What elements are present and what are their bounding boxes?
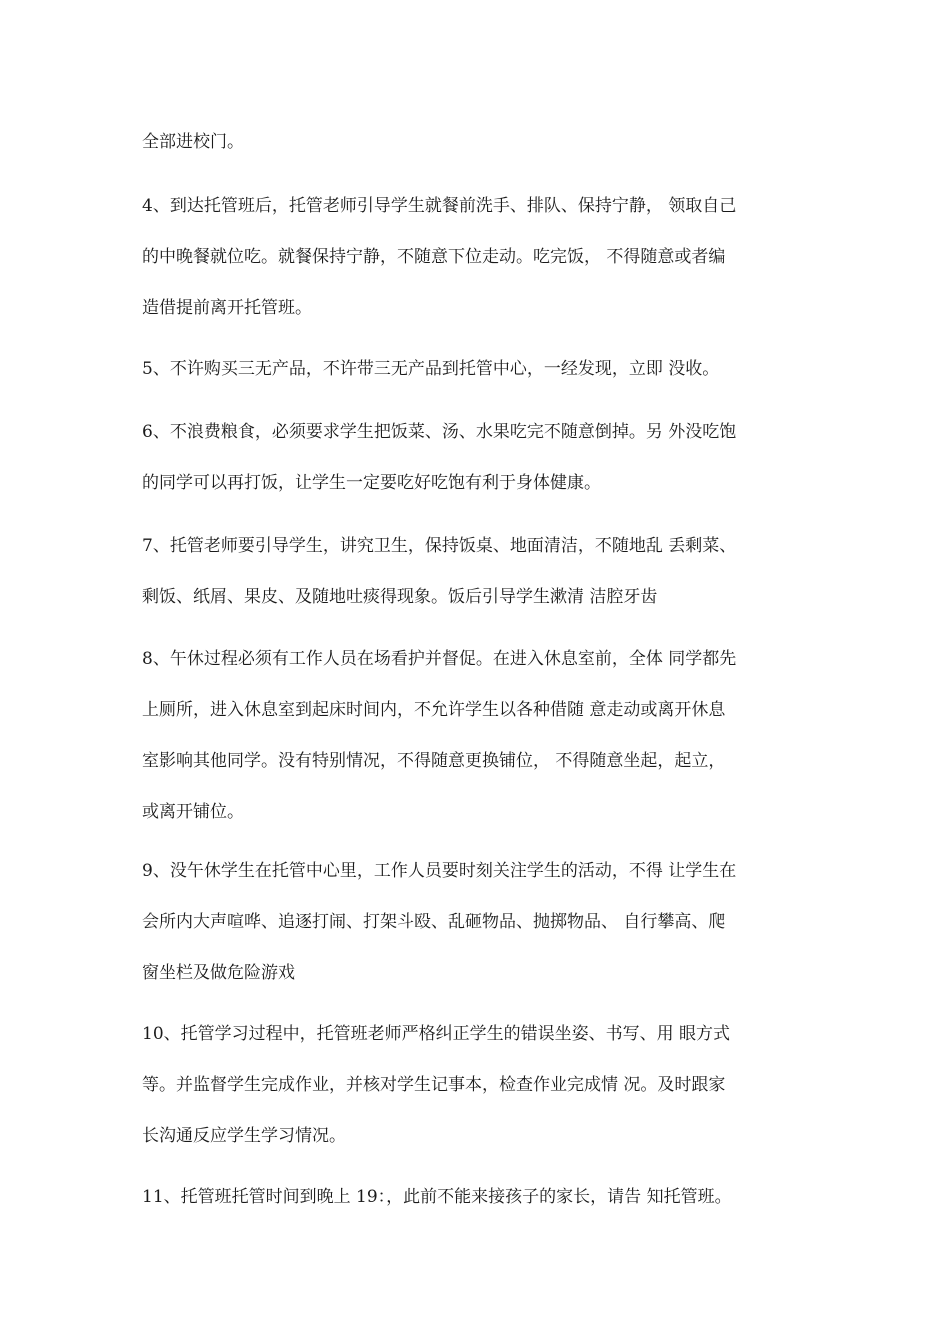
text-line: 的中晚餐就位吃。就餐保持宁静，不随意下位走动。吃完饭， 不得随意或者编	[142, 247, 726, 267]
text-line: 造借提前离开托管班。	[142, 298, 312, 318]
text-line: 11、托管班托管时间到晚上 19：，此前不能来接孩子的家长，请告 知托管班。	[142, 1187, 732, 1207]
paragraph-item-10	[142, 1022, 822, 1149]
text-line: 4、到达托管班后，托管老师引导学生就餐前洗手、排队、保持宁静， 领取自己	[142, 196, 737, 216]
text-line: 8、午休过程必须有工作人员在场看护并督促。在进入休息室前，全体 同学都先	[142, 649, 737, 669]
text-line: 室影响其他同学。没有特别情况，不得随意更换铺位， 不得随意坐起，起立，	[142, 751, 726, 771]
paragraph-item-7	[142, 534, 822, 610]
text-line: 6、不浪费粮食，必须要求学生把饭菜、汤、水果吃完不随意倒掉。另 外没吃饱	[142, 422, 737, 442]
text-line: 窗坐栏及做危险游戏	[142, 963, 295, 983]
text-line: 5、不许购买三无产品，不许带三无产品到托管中心，一经发现，立即 没收。	[142, 359, 720, 379]
text-line: 或离开铺位。	[142, 802, 244, 822]
paragraph-item-6	[142, 420, 822, 496]
text-line: 剩饭、纸屑、果皮、及随地吐痰得现象。饭后引导学生漱清 洁腔牙齿	[142, 587, 658, 607]
paragraph-item-9	[142, 859, 822, 986]
text-line: 10、托管学习过程中，托管班老师严格纠正学生的错误坐姿、书写、用 眼方式	[142, 1024, 731, 1044]
paragraph-item-8	[142, 647, 822, 825]
paragraph-item-4	[142, 194, 822, 321]
paragraph-item-5	[142, 357, 822, 382]
paragraph-continuation	[142, 130, 822, 155]
paragraph-item-11	[142, 1185, 822, 1210]
text-line: 全部进校门。	[142, 132, 244, 152]
text-line: 等。并监督学生完成作业，并核对学生记事本，检查作业完成情 况。及时跟家	[142, 1075, 726, 1095]
text-line: 上厕所，进入休息室到起床时间内，不允许学生以各种借随 意走动或离开休息	[142, 700, 726, 720]
text-line: 的同学可以再打饭，让学生一定要吃好吃饱有利于身体健康。	[142, 473, 601, 493]
text-line: 9、没午休学生在托管中心里，工作人员要时刻关注学生的活动，不得 让学生在	[142, 861, 737, 881]
text-line: 长沟通反应学生学习情况。	[142, 1126, 346, 1146]
text-line: 会所内大声喧哗、追逐打闹、打架斗殴、乱砸物品、抛掷物品、 自行攀高、爬	[142, 912, 726, 932]
text-line: 7、托管老师要引导学生，讲究卫生，保持饭桌、地面清洁，不随地乱 丢剩菜、	[142, 536, 737, 556]
